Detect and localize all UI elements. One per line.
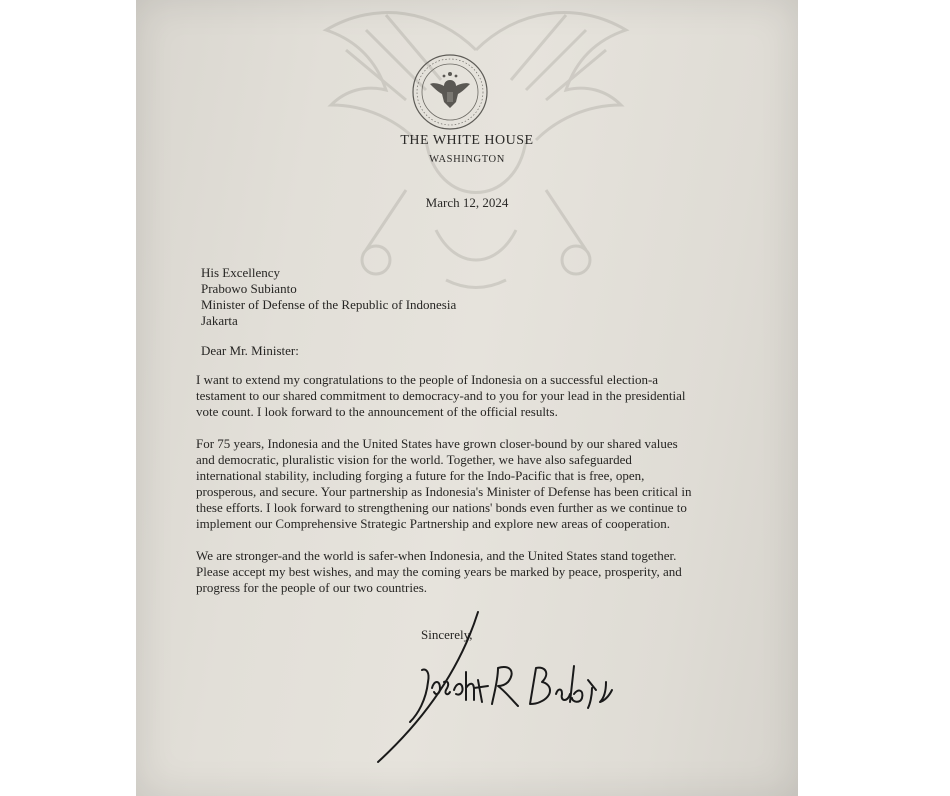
- letter-date: March 12, 2024: [425, 195, 509, 210]
- paragraph-line: international stability, including forging a future for the Indo-Pacific that is free, open,: [196, 468, 645, 483]
- paragraph-line: these efforts. I look forward to strengthening our nations' bonds even further as we continue to: [196, 500, 687, 515]
- paragraph-line: We are stronger-and the world is safer-when Indonesia, and the United States stand together.: [196, 548, 677, 563]
- recipient-line: Jakarta: [201, 313, 238, 328]
- paragraph-1: [196, 372, 741, 420]
- paragraph-2: [196, 436, 741, 532]
- paragraph-3: [196, 548, 741, 596]
- paragraph-line: I want to extend my congratulations to the people of Indonesia on a successful election-a: [196, 372, 659, 387]
- closing: Sincerely,: [421, 627, 473, 642]
- handwritten-signature: [370, 610, 630, 770]
- paragraph-line: vote count. I look forward to the announcement of the official results.: [196, 404, 558, 419]
- letterhead-title: THE WHITE HOUSE: [400, 133, 534, 148]
- paragraph-line: Please accept my best wishes, and may the coming years be marked by peace, prosperity, and: [196, 564, 682, 579]
- salutation: Dear Mr. Minister:: [201, 343, 299, 358]
- presidential-seal-icon: [410, 52, 490, 132]
- letterhead-subtitle: WASHINGTON: [429, 154, 505, 165]
- paragraph-line: progress for the people of our two countries.: [196, 580, 428, 595]
- recipient-line: His Excellency: [201, 265, 281, 280]
- recipient-address: [201, 265, 456, 329]
- recipient-line: Minister of Defense of the Republic of Indonesia: [201, 297, 457, 312]
- paragraph-line: For 75 years, Indonesia and the United States have grown closer-bound by our shared values: [196, 436, 678, 451]
- paragraph-line: and democratic, pluralistic vision for the world. Together, we have also safeguarded: [196, 452, 632, 467]
- recipient-line: Prabowo Subianto: [201, 281, 297, 296]
- paragraph-line: testament to our shared commitment to democracy-and to you for your lead in the presidential: [196, 388, 686, 403]
- paragraph-line: implement our Comprehensive Strategic Partnership and explore new areas of cooperation.: [196, 516, 670, 531]
- paragraph-line: prosperous, and secure. Your partnership as Indonesia's Minister of Defense has been critical in: [196, 484, 692, 499]
